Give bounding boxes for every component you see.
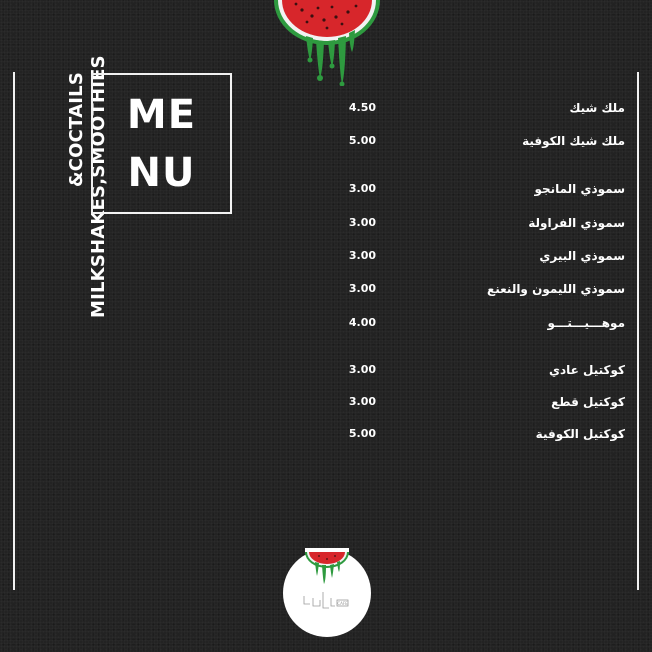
menu-item [330,101,625,121]
left-border-line [13,72,15,590]
menu-item [330,249,625,269]
item-name: كوكتيل الكوفية [535,427,625,441]
menu-title-line2: NU [127,149,196,196]
menu-item [330,316,625,336]
item-name: كوكتيل عادي [548,363,625,377]
item-price: 3.00 [348,182,376,195]
item-price: 3.00 [348,363,376,376]
item-price: 3.00 [348,395,376,408]
item-price: 4.00 [348,316,376,329]
menu-title-box [91,73,232,214]
right-border-line [637,72,639,590]
item-price: 4.50 [348,101,376,114]
item-price: 3.00 [348,216,376,229]
item-price: 3.00 [348,249,376,262]
section-title-line2: &COCTAILS [66,72,87,188]
item-name: سموذي الليمون والنعنع [487,282,625,296]
menu-item [330,395,625,415]
menu-item [330,134,625,154]
menu-item [330,182,625,202]
menu-item [330,363,625,383]
item-price: 5.00 [348,134,376,147]
watermelon-drip-icon [272,0,382,86]
item-price: 5.00 [348,427,376,440]
menu-item [330,282,625,302]
item-name: موهـــيـــتـــو [547,316,625,330]
menu-title-line1: ME [126,91,197,138]
item-name: ملك شيك الكوفية [522,134,625,148]
item-name: كوكتيل قطع [551,395,625,409]
item-name: سموذي المانجو [534,182,625,196]
section-title-line1: MILKSHAKES,SMOOTHIES [88,55,109,318]
item-name: ملك شيك [569,101,625,115]
cafe-logo [282,548,372,638]
menu-item [330,427,625,447]
item-name: سموذي الفراولة [528,216,625,230]
cafe-logo-text: CAFE [337,601,348,606]
menu-item [330,216,625,236]
item-price: 3.00 [348,282,376,295]
item-name: سموذي البيري [539,249,625,263]
